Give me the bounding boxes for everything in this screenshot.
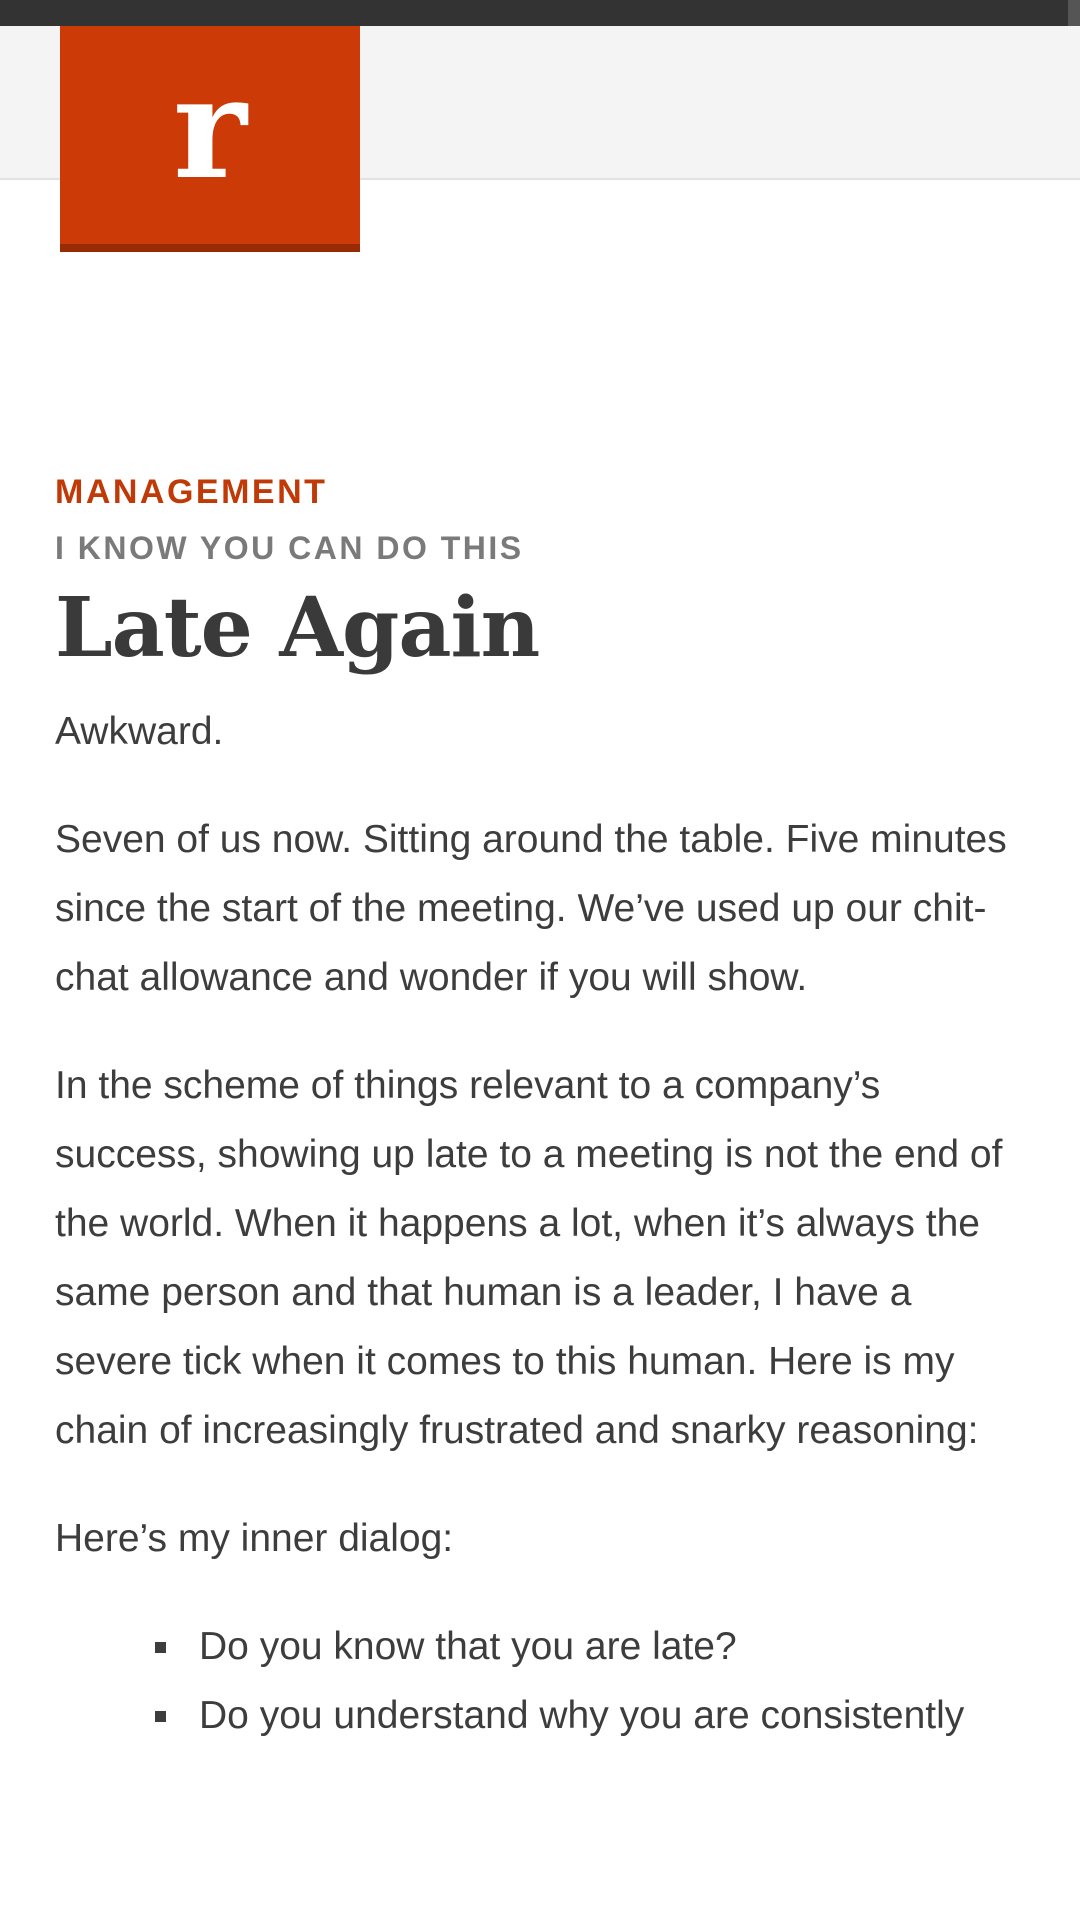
inner-dialog-list	[55, 1612, 1030, 1750]
bullet-icon	[155, 1711, 166, 1722]
paragraph: Here’s my inner dialog:	[55, 1517, 454, 1560]
list-item-text: Do you understand why you are consistently	[199, 1694, 965, 1737]
site-logo[interactable]	[60, 26, 360, 252]
list-item	[199, 1681, 1030, 1750]
category-link[interactable]: MANAGEMENT	[55, 473, 328, 511]
browser-top-bar	[0, 0, 1080, 26]
article	[55, 468, 1030, 1750]
article-subtitle: I KNOW YOU CAN DO THIS	[55, 530, 524, 566]
bullet-icon	[155, 1642, 166, 1653]
article-body	[55, 697, 1030, 1573]
paragraph: Awkward.	[55, 710, 224, 753]
paragraph: Seven of us now. Sitting around the table. Five minutes since the start of the meeting. We’ve used up our chit-chat allowance and wonder if you will show.	[55, 818, 1007, 999]
list-item-text: Do you know that you are late?	[199, 1625, 737, 1668]
article-title: Late Again	[55, 580, 540, 676]
list-item	[199, 1612, 1030, 1681]
paragraph: In the scheme of things relevant to a company’s success, showing up late to a meeting is not the end of the world. When it happens a lot, when it’s always the same person and that human is a leader, I have a severe tick when it comes to this human. Here is my chain of increasingly frustrated and snarky reasoning:	[55, 1064, 1003, 1452]
logo-letter: r	[173, 47, 247, 211]
